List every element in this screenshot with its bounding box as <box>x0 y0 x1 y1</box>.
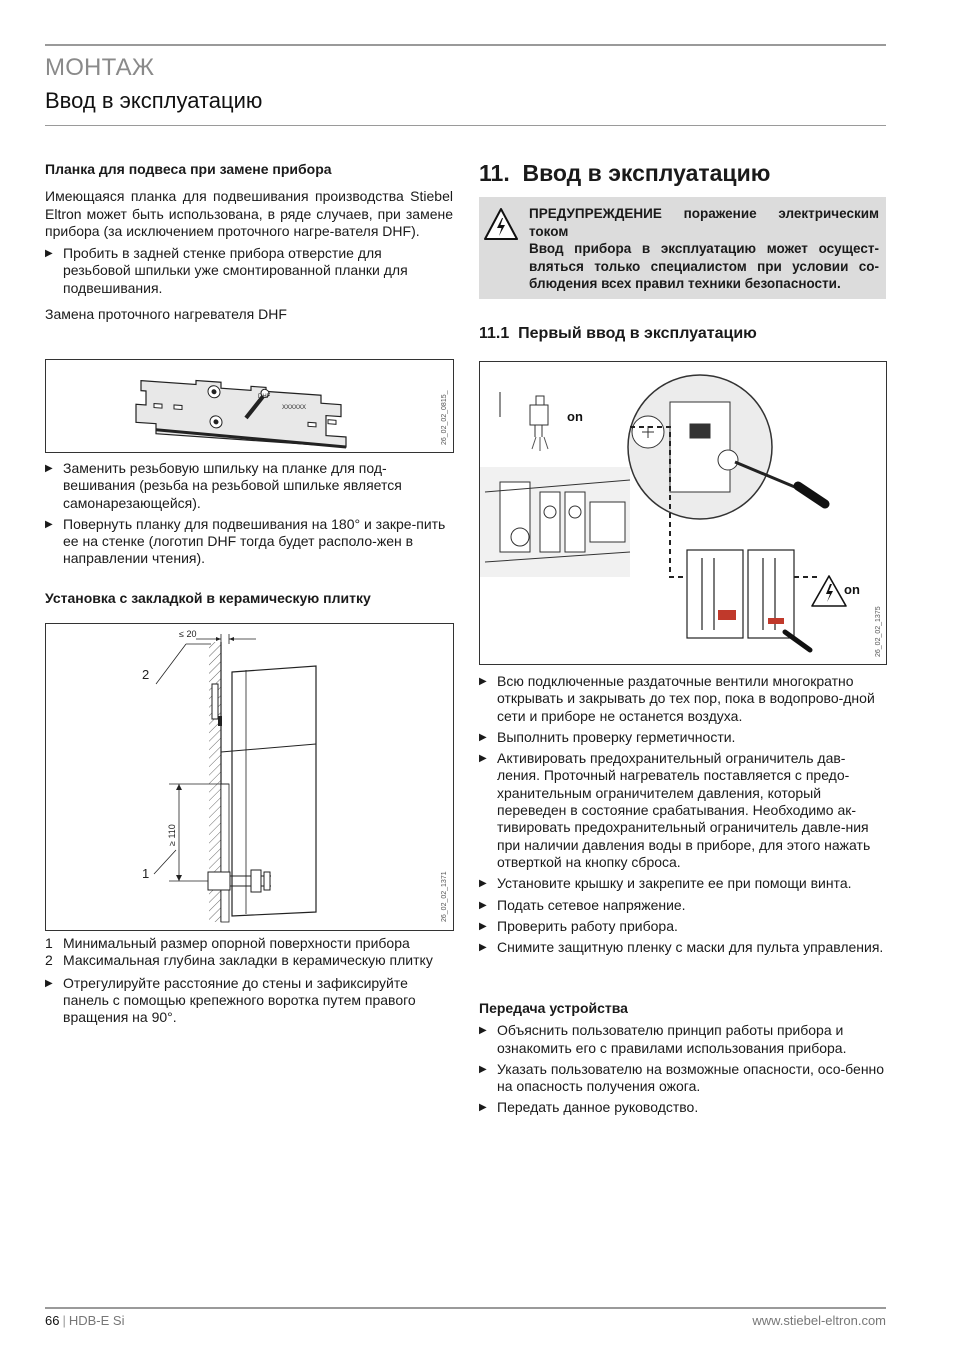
list-item: ▶ Установите крышку и закрепите ее при помощи винта. <box>479 875 886 892</box>
callout-1: 1 <box>142 866 150 881</box>
figure-code: 26_02_02_1371 <box>441 871 448 922</box>
list-item: ▶ Подать сетевое напряжение. <box>479 897 886 914</box>
commissioning-bullets <box>479 673 886 956</box>
legend-text: Максимальная глубина закладки в керамическую плитку <box>63 952 433 969</box>
list-item: ▶ Выполнить проверку герметичности. <box>479 729 886 746</box>
section-title: МОНТАЖ <box>45 54 155 81</box>
left-block-4 <box>45 935 453 1030</box>
chapter-title: 11. Ввод в эксплуатацию <box>479 160 771 186</box>
legend-text: Минимальный размер опорной поверхности прибора <box>63 935 410 951</box>
top-rule <box>45 44 886 46</box>
header-rule <box>45 125 886 126</box>
figure-hanging-rail <box>45 359 454 453</box>
power-on-label: on <box>844 582 860 597</box>
left-block-3 <box>45 590 453 607</box>
dhf-logo-label: DHF <box>258 394 271 400</box>
serial-label: XXXXXX <box>282 405 307 411</box>
left-block-2 <box>45 460 453 572</box>
footer-rule <box>45 1307 886 1309</box>
hanger-heading: Планка для подвеса при замене прибора <box>45 161 332 177</box>
list-item: ▶ Объяснить пользователю принцип работы прибора и ознакомить его с правилами использования прибора. <box>479 1022 886 1057</box>
replace-caption: Замена проточного нагревателя DHF <box>45 306 287 323</box>
legend-item <box>45 952 453 969</box>
legend-item <box>45 935 453 952</box>
list-item: ▶ Снимите защитную пленку с маски для пульта управления. <box>479 939 886 956</box>
hanger-paragraph: Имеющаяся планка для подвешивания производства Stiebel Eltron может быть использована, в ряде случаев, при замене прибора (за исключением проточного нагре-вателя DHF). <box>45 188 453 239</box>
figure-legend <box>45 935 453 970</box>
list-item: ▶ Передать данное руководство. <box>479 1099 886 1116</box>
footer-separator: | <box>62 1313 66 1328</box>
list-item: ▶ Всю подключенные раздаточные вентили многократно открывать и закрывать до тех пор, пока в водопрово-дной сети и приборе не останется воздуха. <box>479 673 886 725</box>
list-item: ▶ Указать пользователю на возможные опасности, осо-бенно на опасность получения ожога. <box>479 1061 886 1096</box>
warning-text <box>529 205 879 293</box>
figure-commissioning <box>479 361 887 665</box>
adjust-bullets <box>45 975 453 1027</box>
legend-num: 1 <box>45 935 53 951</box>
hanging-rail-drawing <box>46 360 453 452</box>
callout-2: 2 <box>142 667 150 682</box>
website-url: www.stiebel-eltron.com <box>752 1313 886 1328</box>
subsection-title: Ввод в эксплуатацию <box>45 88 263 113</box>
handover-bullets <box>479 1022 886 1116</box>
footer-left <box>45 1313 124 1328</box>
electric-hazard-icon <box>483 207 519 241</box>
list-item: ▶ Пробить в задней стенке прибора отверстие для резьбовой шпильки уже смонтированной планки для подвешивания. <box>45 245 453 297</box>
list-item: ▶ Заменить резьбовую шпильку на планке для под-вешивания (резьба на резьбовой шпильке является самонарезающейся). <box>45 460 453 512</box>
right-block-2 <box>479 1000 886 1121</box>
water-on-label: on <box>567 409 583 424</box>
list-item: ▶ Повернуть планку для подвешивания на 180° и закре-пить ее на стенке (логотип DHF тогда будет располо-жен в направлении чтения). <box>45 516 453 568</box>
figure-code: 26_02_02_1375 <box>875 606 882 657</box>
figure-code: 26_02_02_0815_ <box>441 390 448 445</box>
dim-max-depth: ≤ 20 <box>179 629 197 639</box>
warning-title: ПРЕДУПРЕЖДЕНИЕ поражение электрическим током <box>529 206 879 239</box>
tile-heading: Установка с закладкой в керамическую плитку <box>45 590 371 606</box>
warning-box <box>479 197 886 299</box>
warning-body: Ввод прибора в эксплуатацию может осущест-вляться только специалистом при условии со-блюдения всех правил техники безопасности. <box>529 241 879 291</box>
commissioning-drawing <box>480 362 886 664</box>
list-item: ▶ Отрегулируйте расстояние до стены и зафиксируйте панель с помощью крепежного воротка путем правого вращения на 90°. <box>45 975 453 1027</box>
legend-num: 2 <box>45 952 53 969</box>
rail-bullets <box>45 460 453 568</box>
tile-install-drawing <box>46 624 453 930</box>
section-11-1-title: 11.1 Первый ввод в эксплуатацию <box>479 325 757 342</box>
model-name: HDB-E Si <box>68 1313 125 1328</box>
hanger-bullets <box>45 245 453 297</box>
figure-tile-install <box>45 623 454 931</box>
dim-min-height: ≥ 110 <box>167 824 177 846</box>
page-number: 66 <box>45 1313 60 1328</box>
left-block-1 <box>45 161 453 323</box>
list-item: ▶ Активировать предохранительный ограничитель дав-ления. Проточный нагреватель поставляется с предо-хранительным ограничителем давления, который переведен в состояние срабатывания. Необходимо ак-тивировать предохранительный ограничитель давле-ния при наличии давления воды в приборе, для этого нажать отверткой на кнопку сброса. <box>479 750 886 871</box>
list-item: ▶ Проверить работу прибора. <box>479 918 886 935</box>
right-block-1 <box>479 673 886 960</box>
handover-heading: Передача устройства <box>479 1000 628 1016</box>
